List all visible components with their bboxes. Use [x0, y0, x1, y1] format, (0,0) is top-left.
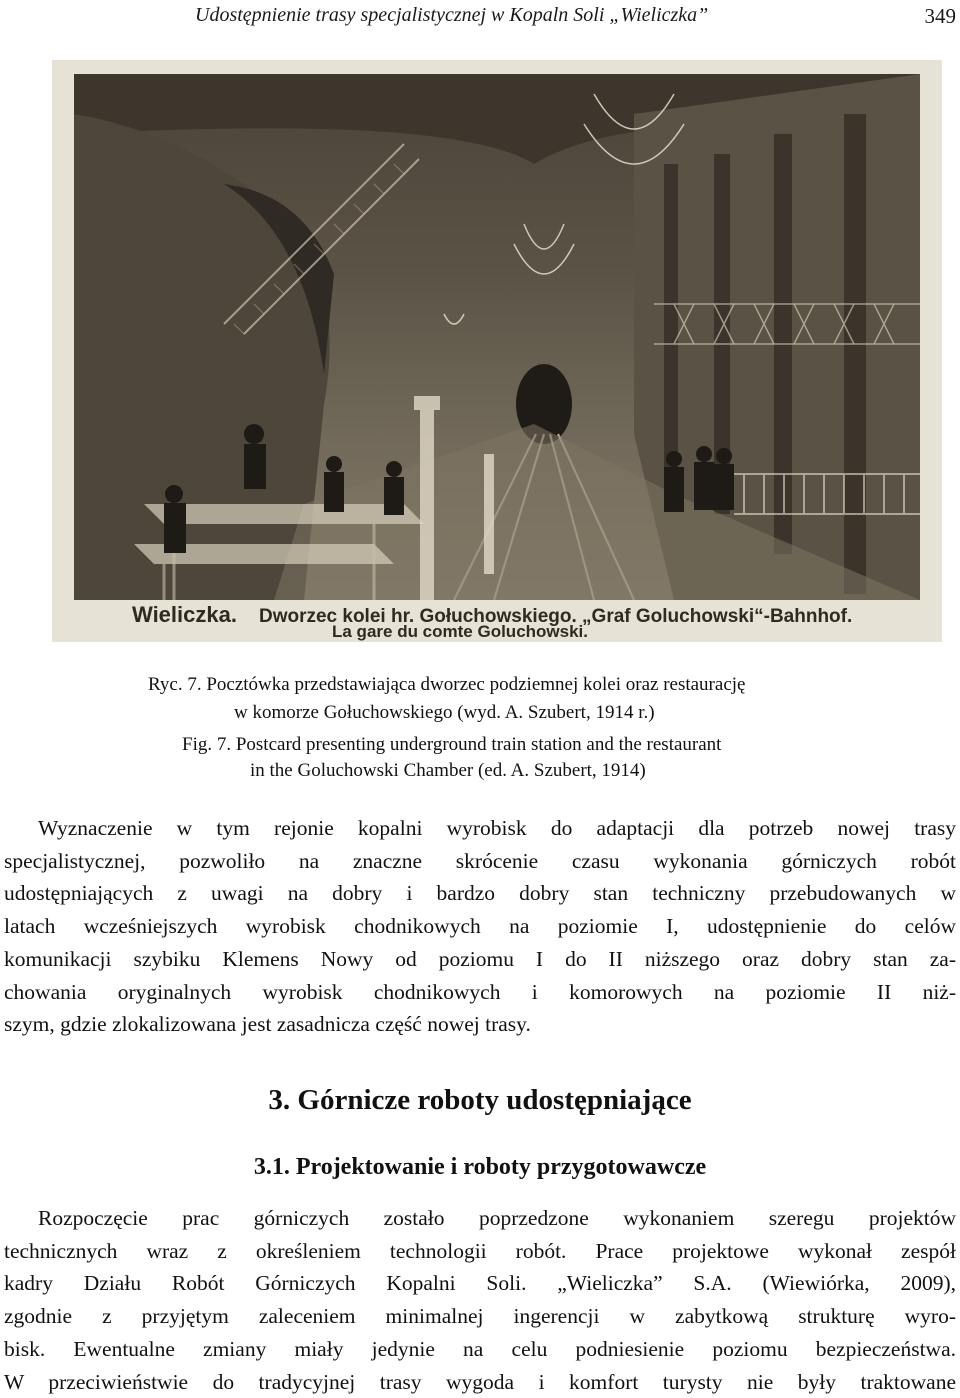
- paragraph-line: udostępniających z uwagi na dobry i bardzo dobry stan techniczny przebudowanych w: [4, 881, 956, 906]
- postcard-photo: [74, 74, 920, 642]
- paragraph-line: kadry Działu Robót Górniczych Kopalni Soli. „Wieliczka” S.A. (Wiewiórka, 2009),: [4, 1271, 956, 1296]
- paragraph-line: latach wcześniejszych wyrobisk chodnikowych na poziomie I, udostępnienie do celów: [4, 914, 956, 939]
- postcard-caption: [74, 600, 920, 642]
- figure-caption-pl-line1: Ryc. 7. Pocztówka przedstawiająca dworzec podziemnej kolei oraz restaurację: [148, 674, 746, 695]
- postcard-figure: [52, 60, 942, 642]
- station-illustration: [74, 74, 920, 600]
- page-number: 349: [924, 4, 956, 28]
- postcard-city: Wieliczka.: [132, 602, 237, 627]
- paragraph-line: W przeciwieństwie do tradycyjnej trasy wygoda i komfort turysty nie były traktowane: [4, 1369, 956, 1394]
- postcard-caption-line1: Dworzec kolei hr. Gołuchowskiego. „Graf Goluchowski“-Bahnhof.: [258, 606, 853, 627]
- paragraph-line: Rozpoczęcie prac górniczych zostało poprzedzone wykonaniem szeregu projektów: [38, 1206, 956, 1230]
- section-heading: 3. Górnicze roboty udostępniające: [268, 1084, 692, 1116]
- paragraph-line: chowania oryginalnych wyrobisk chodnikowych i komorowych na poziomie II niż-: [4, 979, 956, 1004]
- paragraph-line: zgodnie z przyjętym zaleceniem minimalnej ingerencji w zabytkową strukturę wyro-: [4, 1304, 956, 1329]
- paragraph-2: [4, 1202, 956, 1398]
- running-title: Udostępnienie trasy specjalistycznej w Kopaln Soli „Wieliczka”: [195, 4, 709, 26]
- figure-caption-en-line2: in the Goluchowski Chamber (ed. A. Szubert, 1914): [250, 760, 646, 781]
- paragraph-line: komunikacji szybiku Klemens Nowy od poziomu I do II niższego oraz dobry stan za-: [4, 946, 956, 971]
- figure-caption-pl-line2: w komorze Gołuchowskiego (wyd. A. Szubert, 1914 r.): [234, 702, 655, 723]
- paragraph-line: specjalistycznej, pozwoliło na znaczne skrócenie czasu wykonania górniczych robót: [4, 848, 956, 873]
- postcard-caption-line2: La gare du comte Goluchowski.: [332, 622, 588, 641]
- paragraph-line: technicznych wraz z określeniem technologii robót. Prace projektowe wykonał zespół: [4, 1238, 956, 1263]
- subsection-heading: 3.1. Projektowanie i roboty przygotowawcze: [253, 1154, 707, 1180]
- paragraph-line: szym, gdzie zlokalizowana jest zasadnicza część nowej trasy.: [4, 1012, 531, 1037]
- page-header: [0, 4, 960, 34]
- paragraph-line: Wyznaczenie w tym rejonie kopalni wyrobisk do adaptacji dla potrzeb nowej trasy: [38, 816, 956, 840]
- paragraph-1: [4, 812, 956, 1041]
- figure-caption-en-line1: Fig. 7. Postcard presenting underground train station and the restaurant: [182, 734, 722, 755]
- paragraph-line: bisk. Ewentualne zmiany miały jedynie na celu podniesienie poziomu bezpieczeństwa.: [4, 1336, 956, 1361]
